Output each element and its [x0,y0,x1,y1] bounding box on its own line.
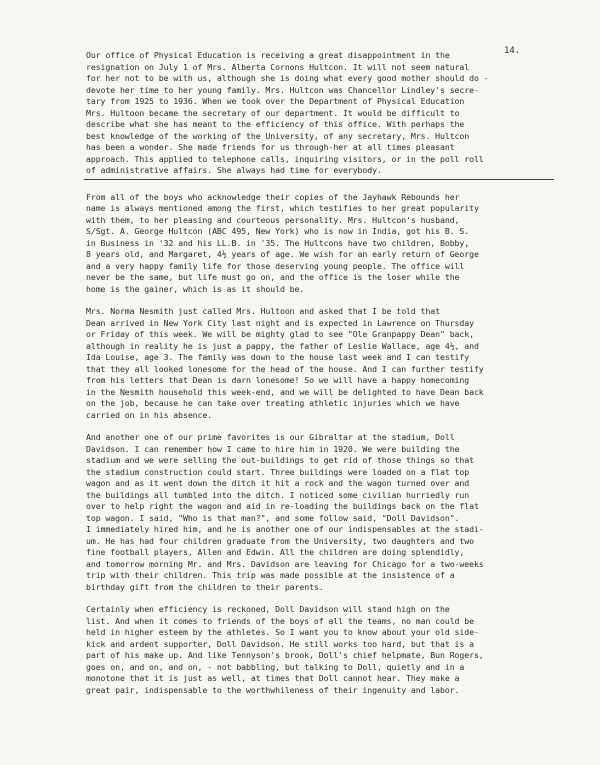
text-line: never be the same, but life must go on, and the office is the loser while the [86,272,460,282]
text-line: in Business in '32 and his LL.B. in '35. The Hultcons have two children, Bobby, [86,237,470,248]
text-line: Ida Louise, age 3. The family was down to the house last week and I can testify [86,352,470,362]
text-line: and a very happy family life for those deserving young people. The office will [86,260,465,271]
text-line: From all of the boys who acknowledge their copies of the Jayhawk Rebounds her [86,191,460,202]
paragraph-resignation [86,50,560,177]
text-line: fine football players, Allen and Edwin. All the children are doing splendidly, [86,547,465,557]
horizontal-rule [84,179,554,180]
text-line: has been a wonder. She made friends for us through-her at all times pleasant [86,142,455,152]
text-line: and tomorrow morning Mr. and Mrs. Davidson are leaving for Chicago for a two-weeks [86,558,484,569]
text-line: approach. This applied to telephone calls, inquiring visitors, or in the poll roll [86,153,484,164]
text-line: goes on, and on, and on, - not babbling, but talking to Doll, quietly and in a [86,661,465,672]
text-line: for her not to be with us, although she is doing what every good mother should do - [86,73,489,83]
text-line: 8 years old, and Margaret, 4½ years of age. We wish for an early return of George [86,249,479,259]
text-line: carried on in his absence. [86,409,213,420]
text-line: devote her time to her young family. Mrs. Hultcon was Chancellor Lindley's secre- [86,84,479,95]
text-line: held in higher esteem by the athletes. So I want you to know about your old side- [86,627,479,637]
text-line: S/Sgt. A. George Hultcon (ABC 495, New York) who is now in India, got his B. S. [86,226,470,236]
text-line: although in reality he is just a pappy, the father of Leslie Wallace, age 4½, and [86,340,479,351]
text-line: Certainly when efficiency is reckoned, Doll Davidson will stand high on the [86,604,450,614]
text-line: that they all looked lonesome for the head of the house. And I can further testify [86,363,484,374]
paragraph-hultcon-family [86,192,560,296]
text-line: trip with their children. This trip was made possible at the insistence of a [86,570,455,580]
text-line: describe what she has meant to the efficiency of this office. With perhaps the [86,119,465,129]
paragraph-davidson-efficiency [86,604,560,696]
text-line: resignation on July 1 of Mrs. Alberta Cornons Hultcon. It will not seem natural [86,61,470,72]
text-line: Mrs. Hultoon became the secretary of our department. It would be difficult to [86,107,460,118]
text-line: stadium and we were selling the out-buildings to get rid of those things so that [86,455,474,465]
paragraph-davidson-stadium [86,432,560,593]
text-line: And another one of our prime favorites is our Gibraltar at the stadium, Doll [86,432,455,442]
text-line: Our office of Physical Education is receiving a great disappointment in the [86,50,450,60]
text-line: list. And when it comes to friends of the boys of all the teams, no man could be [86,615,474,626]
text-line: home is the gainer, which is as it should be. [86,283,305,294]
text-line: Dean arrived in New York City last night and is expected in Lawrence on Thursday [86,317,474,328]
text-line: with them, to her pleasing and courteous personality. Mrs. Hultcon's husband, [86,214,460,225]
text-line: great pair, indispensable to the worthwhileness of their ingenuity and labor. [86,684,460,695]
text-line: from his letters that Dean is darn lonesome! So we will have a happy homecoming [86,375,470,385]
text-line: Mrs. Norma Nesmith just called Mrs. Hultoon and asked that I be told that [86,306,440,316]
text-line: um. He has had four children graduate from the University, two daughters and two [86,535,474,546]
text-line: the buildings all tumbled into the ditch. I noticed some civilian hurriedly run [86,489,470,500]
text-line: top wagon. I said, "Who is that man?", and some follow said, "Doll Davidson". [86,512,460,523]
text-line: the stadium construction could start. Three buildings were loaded on a flat top [86,466,470,477]
text-line: wagon and as it went down the ditch it hit a rock and the wagon turned over and [86,478,470,488]
text-line: Davidson. I can remember how I came to hire him in 1920. We were building the [86,443,460,454]
page-number: 14. [503,46,520,56]
text-line: birthday gift from the children to their parents. [86,581,324,592]
text-line: I immediately hired him, and he is another one of our indispensables at the stadi- [86,524,484,534]
text-line: or Friday of this week. We will be mighty glad to see "Ole Granpappy Dean" back, [86,329,474,339]
text-line: in the Nesmith household this week-end, and we will be delighted to have Dean back [86,386,484,397]
text-line: over to help right the wagon and aid in re-loading the buildings back on the flat [86,501,479,511]
text-line: part of his make up. And like Tennyson's brook, Doll's chief helpmate, Bun Rogers, [86,650,484,660]
text-line: kick and ardent supporter, Doll Davidson. He still works too hard, but that is a [86,638,474,649]
text-line: tary from 1925 to 1936. When we took over the Department of Physical Education [86,96,465,106]
text-line: of administrative affairs. She always had time for everybody. [86,165,382,175]
text-line: on the job, because he can take over treating athletic injuries which we have [86,398,460,408]
text-line: monotone that it is just as well, at times that Doll cannot hear. They make a [86,673,460,683]
paragraph-nesmith [86,306,560,421]
text-line: name is always mentioned among the first, which testifies to her great popularity [86,203,479,213]
text-line: best knowledge of the working of the University, of any secretary, Mrs. Hultcon [86,130,470,141]
